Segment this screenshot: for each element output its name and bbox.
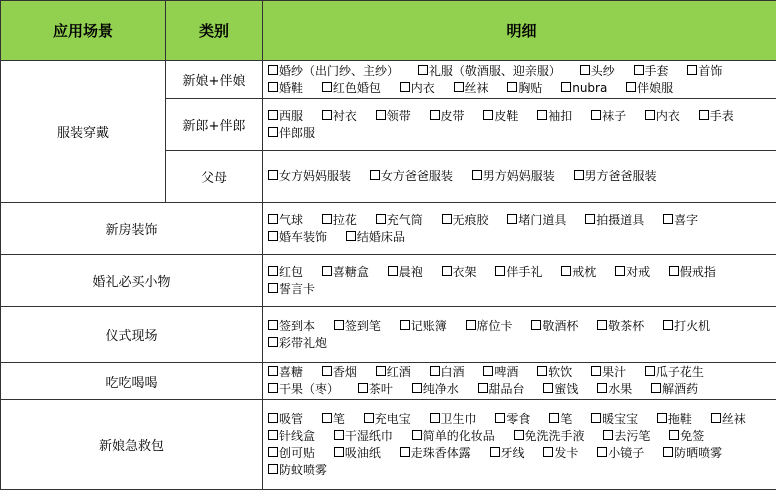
checklist-item[interactable] (507, 81, 542, 95)
checklist-item-label: 甜品台 (488, 382, 525, 396)
checklist-item-label: 免洗洗手液 (524, 428, 585, 443)
checklist-item-label: 敬茶杯 (608, 318, 645, 333)
checklist-item[interactable] (376, 365, 411, 379)
checkbox-icon[interactable] (268, 366, 278, 376)
checklist-item-label: 干湿纸巾 (344, 428, 393, 443)
checklist-item-label: 喜糖盒 (332, 264, 369, 279)
checklist-item[interactable] (268, 382, 339, 396)
checklist-item-label: 席位卡 (476, 318, 513, 333)
checklist-item-label: 红酒 (386, 365, 411, 379)
checklist-item[interactable] (495, 412, 530, 426)
checkbox-icon[interactable] (626, 82, 636, 92)
checkbox-icon[interactable] (400, 447, 410, 457)
checklist-item-label: 结婚床品 (356, 229, 405, 244)
checkbox-icon[interactable] (268, 127, 278, 137)
checklist-item[interactable] (669, 429, 704, 443)
checklist-item-label: 暖宝宝 (602, 411, 639, 426)
checkbox-icon[interactable] (634, 65, 644, 75)
checklist-item[interactable] (364, 412, 411, 426)
checklist-item-label: 男方妈妈服装 (482, 169, 555, 183)
checklist-item[interactable] (466, 319, 513, 333)
checkbox-icon[interactable] (603, 430, 613, 440)
checkbox-icon[interactable] (585, 214, 595, 224)
checkbox-icon[interactable] (549, 413, 559, 423)
checklist-item[interactable] (268, 319, 315, 333)
checklist-item-label: 胸贴 (518, 80, 543, 95)
checklist-item-label: 拖鞋 (667, 411, 692, 426)
checklist-item[interactable] (657, 412, 692, 426)
checklist-item[interactable] (400, 319, 447, 333)
checklist-item-label: 喜糖 (279, 365, 304, 379)
checklist-item[interactable] (597, 446, 644, 460)
checklist-item[interactable] (531, 319, 578, 333)
checkbox-icon[interactable] (442, 214, 452, 224)
checklist-item-label: 手表 (709, 108, 734, 123)
checklist-item-label: 卫生巾 (440, 411, 477, 426)
checklist-item-label: 堵门道具 (518, 212, 567, 227)
checkbox-icon[interactable] (615, 266, 625, 276)
checklist-item-label: 签到笔 (344, 318, 381, 333)
checkbox-icon[interactable] (358, 383, 368, 393)
checklist-item[interactable] (645, 109, 680, 123)
checklist-item[interactable] (651, 382, 698, 396)
checklist-item-label: 晨袍 (398, 264, 423, 279)
checkbox-icon[interactable] (478, 383, 488, 393)
checklist-item[interactable] (322, 265, 369, 279)
checklist-item[interactable] (334, 446, 381, 460)
checkbox-icon[interactable] (346, 231, 356, 241)
checklist-item[interactable] (663, 213, 698, 227)
checkbox-icon[interactable] (645, 110, 655, 120)
checklist-item-label: 皮鞋 (494, 108, 519, 123)
checklist-item[interactable] (268, 336, 327, 350)
checkbox-icon[interactable] (418, 65, 428, 75)
checkbox-icon[interactable] (376, 214, 386, 224)
table-row (1, 61, 776, 99)
checklist-item[interactable] (370, 169, 453, 183)
checklist-item-label: 内衣 (410, 80, 435, 95)
checkbox-icon[interactable] (669, 430, 679, 440)
checkbox-icon[interactable] (495, 413, 505, 423)
table-row (1, 203, 776, 255)
checkbox-icon[interactable] (507, 214, 517, 224)
checkbox-icon[interactable] (466, 320, 476, 330)
checkbox-icon[interactable] (537, 110, 547, 120)
checklist-item-label: 礼服（敬酒服、迎亲服） (428, 63, 561, 78)
checklist-item[interactable] (507, 213, 566, 227)
checklist-item-label: 首饰 (698, 63, 723, 78)
checklist-item[interactable] (669, 265, 716, 279)
checkbox-icon[interactable] (531, 320, 541, 330)
checklist-item-label: 零食 (506, 411, 531, 426)
checklist-item-label: 防蚊喷雾 (279, 462, 328, 477)
checkbox-icon[interactable] (574, 170, 584, 180)
checkbox-icon[interactable] (334, 430, 344, 440)
checklist-item-label: 领带 (386, 108, 411, 123)
checklist-item-label: 袜子 (602, 108, 627, 123)
checkbox-icon[interactable] (687, 65, 697, 75)
checklist-item-label: 防晒喷雾 (674, 445, 723, 460)
checklist-item[interactable] (412, 429, 495, 443)
checkbox-icon[interactable] (268, 65, 278, 75)
scene-cell: 新娘急救包 (1, 400, 263, 490)
checkbox-icon[interactable] (376, 366, 386, 376)
checklist-item[interactable] (268, 365, 303, 379)
checklist-item-label: 拍摄道具 (596, 212, 645, 227)
checklist-item-label: 敬酒杯 (542, 318, 579, 333)
checklist-item[interactable] (322, 81, 381, 95)
checklist-item[interactable] (268, 446, 315, 460)
checklist-item[interactable] (358, 382, 393, 396)
checklist-item[interactable] (549, 412, 572, 426)
checklist-item-label: 男方爸爸服装 (584, 169, 657, 183)
checkbox-icon[interactable] (268, 383, 278, 393)
checkbox-icon[interactable] (561, 82, 571, 92)
checklist-item-label: 笔 (332, 411, 345, 426)
checklist-item-label: 婚鞋 (279, 80, 304, 95)
checkbox-icon[interactable] (268, 320, 278, 330)
detail-cell (263, 307, 776, 363)
checklist-item[interactable] (483, 365, 518, 379)
checklist-item[interactable] (268, 265, 303, 279)
checkbox-icon[interactable] (591, 110, 601, 120)
checklist-item-label: 纯净水 (422, 382, 459, 396)
checkbox-icon[interactable] (268, 82, 278, 92)
checklist-item-label: 蜜饯 (554, 382, 579, 396)
checkbox-icon[interactable] (663, 447, 673, 457)
checkbox-icon[interactable] (454, 82, 464, 92)
checklist-item[interactable] (268, 230, 327, 244)
category-cell: 父母 (166, 151, 263, 203)
detail-cell (263, 255, 776, 307)
checklist-item[interactable] (591, 365, 626, 379)
checklist-item-label: 无痕胶 (452, 212, 489, 227)
checklist-item-label: 手套 (644, 63, 669, 78)
checklist-item-label: 签到本 (279, 318, 316, 333)
checkbox-icon[interactable] (472, 170, 482, 180)
checklist-item[interactable] (268, 169, 351, 183)
checklist-item-label: 彩带礼炮 (279, 335, 328, 350)
checkbox-icon[interactable] (268, 337, 278, 347)
checkbox-icon[interactable] (580, 65, 590, 75)
checklist-item[interactable] (634, 64, 669, 78)
checkbox-icon[interactable] (537, 366, 547, 376)
scene-cell: 仪式现场 (1, 307, 263, 363)
checklist-item-label: 免签 (680, 428, 705, 443)
checklist-item[interactable] (322, 365, 357, 379)
table-row (1, 307, 776, 363)
checkbox-icon[interactable] (268, 170, 278, 180)
detail-cell (263, 151, 776, 203)
checklist-item-label: 牙线 (500, 445, 525, 460)
checklist-item[interactable] (442, 213, 489, 227)
header-category: 类别 (166, 1, 263, 61)
detail-cell (263, 203, 776, 255)
checklist-item-label: 水果 (608, 382, 633, 396)
detail-cell (263, 363, 776, 400)
checklist-item-label: 打火机 (674, 318, 711, 333)
checkbox-icon[interactable] (430, 413, 440, 423)
checklist-item-label: 干果（枣） (279, 382, 340, 396)
checklist-item-label: 解酒药 (662, 382, 699, 396)
checklist-item[interactable] (430, 412, 477, 426)
checklist-item-label: 白酒 (440, 365, 465, 379)
checklist-item[interactable] (442, 265, 477, 279)
checklist-item[interactable] (268, 463, 327, 477)
checklist-item[interactable] (454, 81, 489, 95)
checklist-item-label: 气球 (279, 212, 304, 227)
checklist-item[interactable] (322, 109, 357, 123)
checklist-item[interactable] (412, 382, 459, 396)
checklist-item-label: 伴娘服 (637, 80, 674, 95)
checklist-item[interactable] (543, 446, 578, 460)
checklist-item-label: 笔 (560, 411, 573, 426)
checkbox-icon[interactable] (364, 413, 374, 423)
checklist-item[interactable] (268, 126, 315, 140)
checkbox-icon[interactable] (483, 110, 493, 120)
checkbox-icon[interactable] (400, 320, 410, 330)
scene-cell: 服装穿戴 (1, 61, 166, 203)
checklist-item[interactable] (268, 81, 303, 95)
checkbox-icon[interactable] (400, 82, 410, 92)
checkbox-icon[interactable] (663, 320, 673, 330)
checklist-item[interactable] (472, 169, 555, 183)
checklist-item[interactable] (400, 446, 471, 460)
checklist-item[interactable] (418, 64, 561, 78)
checklist-item[interactable] (597, 382, 632, 396)
checkbox-icon[interactable] (268, 283, 278, 293)
checkbox-icon[interactable] (268, 413, 278, 423)
checklist-item[interactable] (478, 382, 525, 396)
checklist-item-label: 袖扣 (548, 108, 573, 123)
detail-cell (263, 61, 776, 99)
checklist-item[interactable] (591, 412, 638, 426)
checkbox-icon[interactable] (561, 266, 571, 276)
checklist-item[interactable] (334, 429, 393, 443)
checklist-item[interactable] (268, 429, 315, 443)
checklist-item-label: 誓言卡 (279, 281, 316, 296)
checklist-item[interactable] (346, 230, 405, 244)
checklist-item-label: 吸管 (279, 411, 304, 426)
checklist-item-label: 女方爸爸服装 (380, 169, 453, 183)
checklist-item-label: 女方妈妈服装 (279, 169, 352, 183)
checklist-item-label: 充气筒 (386, 212, 423, 227)
checkbox-icon[interactable] (268, 214, 278, 224)
checklist-item[interactable] (537, 365, 572, 379)
checkbox-icon[interactable] (430, 110, 440, 120)
checkbox-icon[interactable] (490, 447, 500, 457)
checklist-item-label: 丝袜 (721, 411, 746, 426)
checklist-item[interactable] (376, 109, 411, 123)
checklist-item-label: 红包 (279, 264, 304, 279)
checklist-item-label: 简单的化妆品 (422, 428, 495, 443)
checklist-item[interactable] (687, 64, 722, 78)
checkbox-icon[interactable] (268, 447, 278, 457)
checkbox-icon[interactable] (376, 110, 386, 120)
checkbox-icon[interactable] (442, 266, 452, 276)
checklist-item-label: 发卡 (554, 445, 579, 460)
checklist-item-label: 对戒 (626, 264, 651, 279)
scene-cell: 吃吃喝喝 (1, 363, 263, 400)
category-cell: 新娘+伴娘 (166, 61, 263, 99)
checkbox-icon[interactable] (268, 430, 278, 440)
checklist-item[interactable] (561, 265, 596, 279)
checkbox-icon[interactable] (514, 430, 524, 440)
checklist-item-label: 瓜子花生 (655, 365, 704, 379)
table-row (1, 400, 776, 490)
checklist-item-label: 茶叶 (368, 382, 393, 396)
checklist-item[interactable] (597, 319, 644, 333)
checklist-item-label: nubra (572, 80, 608, 95)
checklist-item-label: 西服 (279, 108, 304, 123)
checklist-item-label: 戒枕 (572, 264, 597, 279)
header-detail: 明细 (263, 1, 776, 61)
header-scene: 应用场景 (1, 1, 166, 61)
checklist-item-label: 皮带 (440, 108, 465, 123)
checklist-item-label: 去污笔 (614, 428, 651, 443)
checkbox-icon[interactable] (388, 266, 398, 276)
checkbox-icon[interactable] (268, 110, 278, 120)
checklist-item-label: 伴手礼 (506, 264, 543, 279)
checkbox-icon[interactable] (645, 366, 655, 376)
checklist-item[interactable] (483, 109, 518, 123)
checklist-item[interactable] (490, 446, 525, 460)
checklist-item[interactable] (322, 213, 357, 227)
detail-cell (263, 400, 776, 490)
checkbox-icon[interactable] (507, 82, 517, 92)
checklist-item-label: 充电宝 (374, 411, 411, 426)
checklist-item[interactable] (268, 64, 399, 78)
checklist-item-label: 软饮 (548, 365, 573, 379)
checklist-item[interactable] (376, 213, 423, 227)
header-row (1, 1, 776, 61)
checkbox-icon[interactable] (322, 82, 332, 92)
checklist-item[interactable] (268, 109, 303, 123)
checkbox-icon[interactable] (268, 266, 278, 276)
checkbox-icon[interactable] (651, 383, 661, 393)
checkbox-icon[interactable] (483, 366, 493, 376)
checklist-item[interactable] (645, 365, 704, 379)
checkbox-icon[interactable] (669, 266, 679, 276)
checklist-item[interactable] (543, 382, 578, 396)
checkbox-icon[interactable] (322, 413, 332, 423)
checkbox-icon[interactable] (591, 366, 601, 376)
checkbox-icon[interactable] (268, 231, 278, 241)
checklist-item-label: 啤酒 (494, 365, 519, 379)
checklist-item-label: 香烟 (332, 365, 357, 379)
checklist-item-label: 头纱 (590, 63, 615, 78)
checklist-item-label: 小镜子 (608, 445, 645, 460)
checklist-item[interactable] (626, 81, 673, 95)
checkbox-icon[interactable] (543, 447, 553, 457)
checklist-item-label: 伴郎服 (279, 125, 316, 140)
checkbox-icon[interactable] (430, 366, 440, 376)
checkbox-icon[interactable] (268, 464, 278, 474)
checklist-item[interactable] (268, 213, 303, 227)
checklist-item-label: 果汁 (602, 365, 627, 379)
checkbox-icon[interactable] (591, 413, 601, 423)
checklist-item[interactable] (663, 446, 722, 460)
checklist-item[interactable] (537, 109, 572, 123)
checkbox-icon[interactable] (597, 320, 607, 330)
checkbox-icon[interactable] (322, 366, 332, 376)
checklist-item-label: 拉花 (332, 212, 357, 227)
checkbox-icon[interactable] (663, 214, 673, 224)
checklist-item[interactable] (663, 319, 710, 333)
checklist-item[interactable] (580, 64, 615, 78)
checklist-item[interactable] (388, 265, 423, 279)
checklist-item-label: 婚车装饰 (279, 229, 328, 244)
checklist-item[interactable] (430, 365, 465, 379)
checkbox-icon[interactable] (711, 413, 721, 423)
checkbox-icon[interactable] (322, 214, 332, 224)
checklist-item[interactable] (711, 412, 746, 426)
checkbox-icon[interactable] (495, 266, 505, 276)
checklist-item-label: 记账簿 (410, 318, 447, 333)
checkbox-icon[interactable] (334, 320, 344, 330)
checklist-item[interactable] (591, 109, 626, 123)
checklist-item-label: 吸油纸 (344, 445, 381, 460)
checklist-item[interactable] (430, 109, 465, 123)
checkbox-icon[interactable] (543, 383, 553, 393)
table-row (1, 363, 776, 400)
checkbox-icon[interactable] (322, 266, 332, 276)
checklist-item[interactable] (495, 265, 542, 279)
checklist-item-label: 针线盒 (279, 428, 316, 443)
checkbox-icon[interactable] (412, 430, 422, 440)
checklist-item-label: 婚纱（出门纱、主纱） (279, 63, 400, 78)
table-row (1, 255, 776, 307)
checklist-item-label: 走珠香体露 (410, 445, 471, 460)
checklist-item[interactable] (574, 169, 657, 183)
checklist-item-label: 假戒指 (679, 264, 716, 279)
checklist-item[interactable] (268, 412, 303, 426)
checkbox-icon[interactable] (334, 447, 344, 457)
checkbox-icon[interactable] (657, 413, 667, 423)
scene-cell: 婚礼必买小物 (1, 255, 263, 307)
checklist-item[interactable] (585, 213, 644, 227)
checklist-item-label: 丝袜 (464, 80, 489, 95)
checklist-item[interactable] (322, 412, 345, 426)
category-cell: 新郎+伴郎 (166, 99, 263, 151)
checklist-item[interactable] (268, 282, 315, 296)
checklist-item[interactable] (603, 429, 650, 443)
checklist-item-label: 衬衣 (332, 108, 357, 123)
checklist-item-label: 内衣 (655, 108, 680, 123)
checkbox-icon[interactable] (322, 110, 332, 120)
checklist-item-label: 衣架 (452, 264, 477, 279)
detail-cell (263, 99, 776, 151)
checkbox-icon[interactable] (597, 447, 607, 457)
scene-cell: 新房装饰 (1, 203, 263, 255)
checklist-item[interactable] (561, 81, 607, 95)
checklist-item[interactable] (334, 319, 381, 333)
checklist-item[interactable] (400, 81, 435, 95)
checkbox-icon[interactable] (370, 170, 380, 180)
checkbox-icon[interactable] (699, 110, 709, 120)
checklist-item-label: 喜字 (674, 212, 699, 227)
checklist-item[interactable] (514, 429, 585, 443)
checklist-item[interactable] (615, 265, 650, 279)
checklist-item-label: 创可贴 (279, 445, 316, 460)
checklist-item-label: 红色婚包 (332, 80, 381, 95)
checklist-item[interactable] (699, 109, 734, 123)
checkbox-icon[interactable] (412, 383, 422, 393)
checkbox-icon[interactable] (597, 383, 607, 393)
